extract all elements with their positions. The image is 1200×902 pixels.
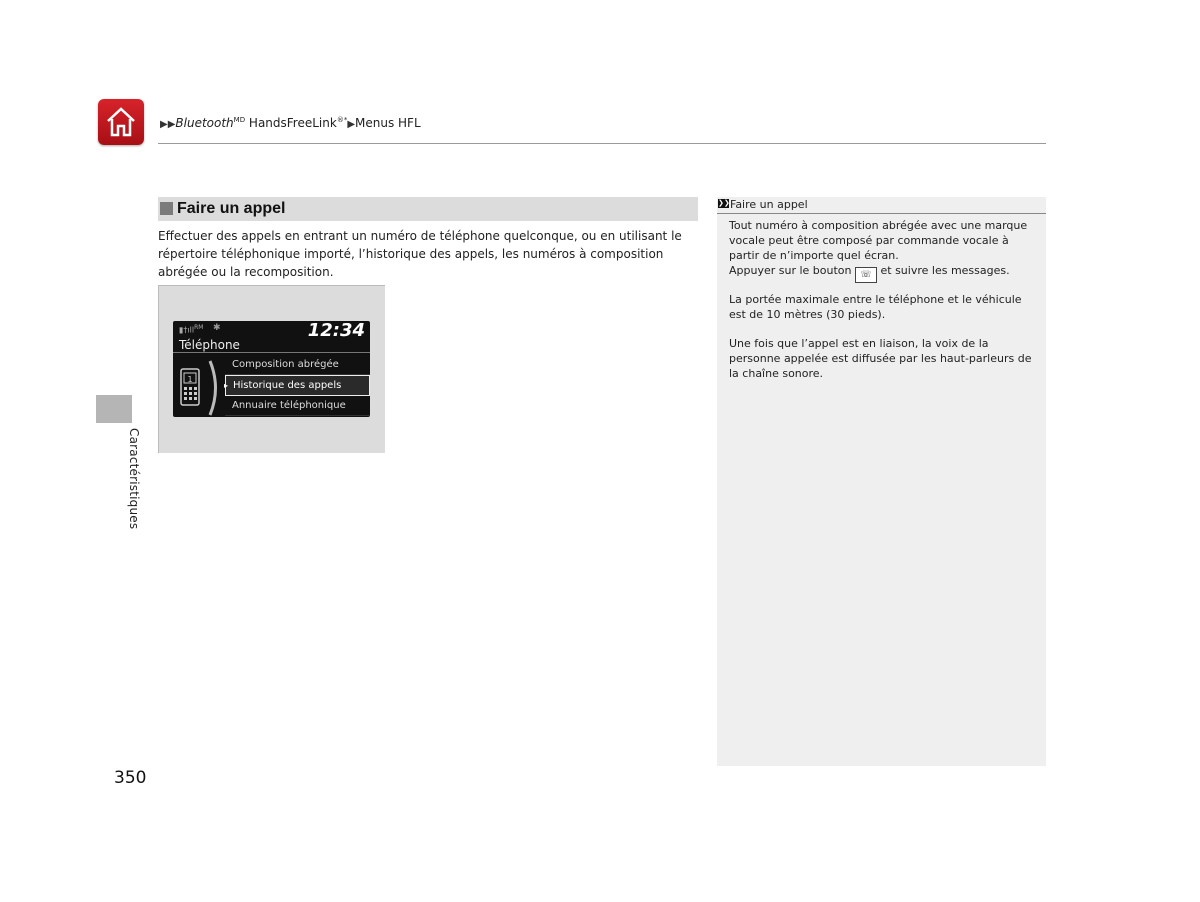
display-clock: 12:34 (307, 321, 365, 341)
chapter-tab[interactable] (96, 395, 132, 423)
note-range: La portée maximale entre le téléphone et le véhicule est de 10 mètres (30 pieds). (729, 293, 1022, 321)
breadcrumb-arrow-icon: ▶▶ (160, 119, 176, 130)
note-marker-icon: ❯❯ (718, 199, 730, 207)
breadcrumb-sup: MD (233, 116, 246, 124)
notes-title: Faire un appel (730, 198, 808, 211)
breadcrumb-sup-2: ®* (336, 116, 348, 124)
display-screenshot (158, 285, 385, 453)
note-voice-dial (729, 218, 1039, 283)
scroll-arc-icon (207, 359, 221, 417)
section-body: Effectuer des appels en entrant un numéro de téléphone quelconque, ou en utilisant le répertoire téléphonique importé, l’historique des appels, les numéros à composition abrégée ou la recomposition. (158, 229, 682, 279)
breadcrumb-bluetooth[interactable]: Bluetooth (175, 116, 234, 130)
display-divider (173, 352, 370, 353)
breadcrumb-current: Menus HFL (355, 116, 421, 130)
heading-square-icon (160, 202, 173, 215)
home-button[interactable] (98, 99, 144, 145)
chapter-label: Caractéristiques (127, 428, 141, 530)
note-call-audio: Une fois que l’appel est en liaison, la voix de la personne appelée est diffusée par les haut-parleurs de la chaîne sonore. (729, 337, 1032, 380)
phone-icon (179, 367, 201, 407)
notes-heading (717, 197, 1046, 214)
bluetooth-icon: ✱ (213, 323, 221, 333)
signal-icon: ▮†ıll$^{RM}$ (179, 324, 204, 335)
section-heading (158, 197, 698, 221)
svg-text:1: 1 (187, 375, 193, 384)
note-press-text: Appuyer sur le bouton (729, 264, 852, 277)
section-title: Faire un appel (177, 200, 286, 217)
breadcrumb-hfl[interactable]: HandsFreeLink (248, 116, 337, 130)
audio-display (173, 321, 370, 417)
page-number: 350 (114, 768, 147, 788)
note-follow-text: et suivre les messages. (880, 264, 1010, 277)
menu-item-phonebook[interactable]: Annuaire téléphonique (225, 396, 370, 416)
menu-item-call-history[interactable]: ▸ Historique des appels (225, 375, 370, 396)
display-menu (225, 355, 370, 416)
notes-panel (717, 197, 1046, 766)
display-title: Téléphone (179, 338, 240, 352)
header-divider (158, 143, 1046, 144)
menu-item-speed-dial[interactable]: Composition abrégée (225, 355, 370, 375)
breadcrumb-arrow-icon: ▶ (347, 119, 356, 130)
roaming-label: RM (194, 324, 204, 331)
breadcrumb (160, 116, 421, 130)
talk-button-icon: ☏ (855, 267, 877, 283)
note-voice-dial-text: Tout numéro à composition abrégée avec une marque vocale peut être composé par commande vocale à partir de n’importe quel écran. (729, 219, 1028, 262)
home-icon (105, 105, 137, 139)
